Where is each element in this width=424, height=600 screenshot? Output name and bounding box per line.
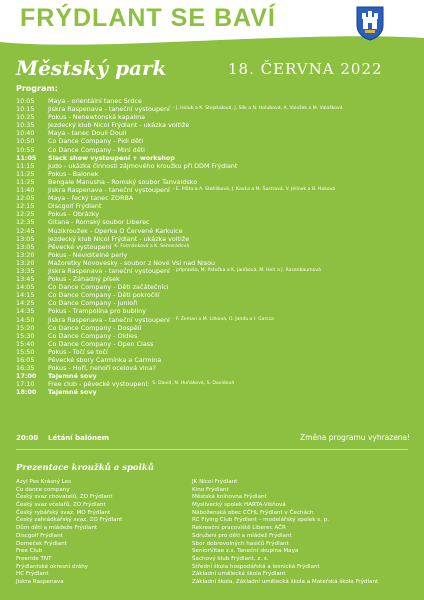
program-row	[16, 243, 416, 251]
organization-item: Co dance company	[16, 486, 70, 493]
program-time: 10:35	[16, 121, 35, 130]
program-time: 11:25	[16, 177, 35, 186]
organization-item: Šachový klub Frýdlant, z. s.	[192, 555, 269, 562]
program-time: 16:35	[16, 364, 35, 373]
program-event: Pokus - Točí se točí	[48, 347, 108, 356]
divider	[16, 449, 408, 450]
program-time: 12:35	[16, 218, 35, 227]
program-event: Co Dance Company - Mini děti	[48, 145, 145, 154]
program-row	[16, 332, 416, 340]
program-time: 14:05	[16, 283, 35, 292]
program-event: Gitana - Romský soubor Liberec	[48, 218, 150, 227]
program-event: Pokus - Nenewtonská kapalina	[48, 113, 146, 122]
program-event: Bengale Manusha - Romský soubor Tanvaldsko	[48, 177, 198, 186]
organization-item: Základní škola, Základní umělecká škola a Mateřská škola Frýdlant	[192, 578, 379, 585]
program-event: Slack show vystoupení + workshop	[48, 153, 175, 162]
program-row	[16, 137, 416, 145]
program-row	[16, 154, 416, 162]
event-date: 18. ČERVNA 2022	[228, 60, 383, 78]
program-time: 11:05	[16, 153, 37, 162]
program-time: 15:20	[16, 323, 35, 332]
program-row	[16, 259, 416, 267]
program-time: 12:25	[16, 210, 35, 219]
program-time: 13:05	[16, 242, 35, 251]
program-row	[16, 251, 416, 259]
program-row	[16, 388, 416, 396]
program-event: Maya - tanec Douli Douli	[48, 129, 127, 138]
organization-item: Domeček Frýdlant	[16, 540, 67, 547]
program-time: 13:20	[16, 258, 35, 267]
program-detail: - přípravka, M. Patočka a K. Janíková, M. Holr a J. Rosenbaumová	[172, 267, 321, 273]
program-row	[16, 186, 416, 194]
organization-item: Sbor dobrovolných hasičů Frýdlant	[192, 540, 289, 547]
program-detail: K. Formánková a K. Semerádová	[114, 243, 190, 249]
program-detail: - J. Holub a K. Stejskalová, J. Slik a N. Holubová, A. Valošek a M. Valošková	[172, 106, 343, 112]
program-detail: S. David, N. Huňáková, S. Davidová	[152, 381, 235, 387]
program-row	[16, 380, 416, 388]
program-row	[16, 129, 416, 137]
organization-item: Kino Frýdlant	[192, 486, 229, 493]
final-event	[16, 434, 109, 442]
organization-item: Jiskra Raspenava	[16, 578, 64, 585]
organization-item: Frýdlantské okresní dráhy	[16, 563, 89, 570]
program-row	[16, 210, 416, 218]
program-row	[16, 146, 416, 154]
program-event: Pokus - Trampolína pro bubliny	[48, 307, 147, 316]
program-event: Co Dance Company - Junioři	[48, 299, 138, 308]
program-row	[16, 372, 416, 380]
program-row	[16, 227, 416, 235]
program-time: 14:25	[16, 299, 35, 308]
program-row	[16, 356, 416, 364]
program-event: Co Dance Company - Děti začátečníci	[48, 283, 169, 292]
program-time: 12:05	[16, 194, 35, 203]
program-row	[16, 275, 416, 283]
program-row	[16, 267, 416, 275]
program-event: Pokus - Obrázky	[48, 210, 100, 219]
organization-item: Azyl Pes Krásný Les	[16, 479, 72, 485]
organization-item: HC Frýdlant	[16, 571, 49, 578]
organization-item: Český svaz chovatelů, ZO Frýdlant	[16, 494, 113, 501]
program-event: Co Dance Company - Pidi děti	[48, 137, 144, 146]
program-event: Co Dance Company - Oldies	[48, 331, 138, 340]
town-crest-icon	[355, 5, 385, 41]
organization-item: Náboženská obec CČHL Frýdlant v Čechách	[192, 509, 314, 516]
program-event: Jiskra Raspenava - taneční vystoupení	[48, 266, 170, 275]
program-event: Judo - ukázka činnosti zájmového kroužku při DDM Frýdlant	[48, 161, 238, 170]
program-time: 12:45	[16, 226, 35, 235]
program-list	[16, 97, 416, 396]
program-event: Jiskra Raspenava - taneční vystoupení	[48, 105, 170, 114]
organization-item: Rekreační pracoviště Liberec AČR	[192, 525, 286, 532]
program-event: Co Dance Company - Open Class	[48, 339, 154, 348]
program-time: 15:50	[16, 347, 35, 356]
program-event: Pokus - Záhadný písek	[48, 275, 120, 284]
organization-item: Český svaz včelařů, ZO Frýdlant	[16, 502, 106, 509]
program-row	[16, 178, 416, 186]
program-event: Co Dance Company - Děti pokročilí	[48, 291, 160, 300]
program-row	[16, 218, 416, 226]
program-row	[16, 113, 416, 121]
program-time: 18:00	[16, 388, 37, 397]
presentation-list-left	[16, 479, 122, 587]
program-row	[16, 283, 416, 291]
program-event: Free club - pěvecké vystoupení:	[48, 380, 150, 389]
program-event: Tajemné sovy	[48, 388, 97, 397]
program-time: 10:50	[16, 137, 35, 146]
program-heading: Program:	[16, 84, 58, 93]
program-event: Co Dance Company - Dospělí	[48, 323, 142, 332]
program-event: Pokus - Neviditelné perly	[48, 250, 128, 259]
program-event: Jiskra Raspenava - taneční vystoupení	[48, 186, 170, 195]
final-event-time: 20:00	[16, 434, 39, 442]
program-time: 15:30	[16, 331, 35, 340]
program-time: 11:25	[16, 169, 35, 178]
program-row	[16, 316, 416, 324]
program-row	[16, 105, 416, 113]
organization-item: Střední škola hospodářská a lesnická Frýdlant	[192, 563, 320, 570]
program-time: 10:55	[16, 145, 35, 154]
program-row	[16, 364, 416, 372]
organization-item: Discgolf Frýdlant	[16, 532, 63, 539]
organization-item: Městská knihovna Frýdlant	[192, 494, 267, 501]
program-row	[16, 97, 416, 105]
program-detail: - E. Plůta a A. Stehlíková, J. Kavka a M. Šustrová, V. Jelínek a B. Hoková	[172, 187, 336, 193]
program-note: Změna programu vyhrazena!	[300, 433, 411, 442]
organization-item: Základní umělecká škola Frýdlant	[192, 571, 286, 578]
program-event: Maya - řecký tanec ZORBA	[48, 194, 134, 203]
program-time: 14:35	[16, 307, 35, 316]
program-row	[16, 299, 416, 307]
organization-item: SeniorVitae z.s. Taneční skupina Maya	[192, 548, 299, 555]
organization-item: Free Club	[16, 548, 43, 555]
program-detail: - F. Zeman a M. Litková, O. Janda a I. Garcza	[172, 316, 275, 322]
program-time: 10:05	[16, 97, 35, 105]
program-event: Pokus - Balonek	[48, 169, 99, 178]
program-time: 13:20	[16, 250, 35, 259]
program-time: 11:15	[16, 161, 35, 170]
organization-item: Dům dětí a mládeže Frýdlant	[16, 525, 98, 532]
organization-item: JK Nicol Frýdlant	[192, 479, 238, 485]
program-row	[16, 235, 416, 243]
program-time: 10:40	[16, 129, 35, 138]
presentation-title: Prezentace kroužků a spolků	[16, 463, 154, 473]
organization-item: Český rybářský svaz, MO Frýdlant	[16, 509, 111, 516]
presentation-list-right	[192, 479, 378, 587]
program-time: 10:15	[16, 105, 35, 114]
program-row	[16, 162, 416, 170]
organization-item: Freeride TNT	[16, 555, 52, 562]
organization-item: RC Flying Club Frýdlant – modelářský spolek s. p.	[192, 517, 330, 524]
program-event: Muzikroužek - Operka O Červené Karkulce	[48, 226, 183, 235]
program-time: 14:50	[16, 315, 35, 324]
program-row	[16, 348, 416, 356]
program-time: 10:25	[16, 113, 35, 122]
program-event: Pokus - Hoří, nehoří ocelová vlna?	[48, 364, 157, 373]
program-row	[16, 340, 416, 348]
program-row	[16, 121, 416, 129]
program-time: 17:00	[16, 372, 37, 381]
program-row	[16, 202, 416, 210]
program-time: 12:15	[16, 202, 35, 211]
organization-item: Myslivecký spolek HARTA-Višňová	[192, 502, 286, 509]
program-event: Pěvecké vystoupení	[48, 242, 112, 251]
program-row	[16, 291, 416, 299]
program-row	[16, 194, 416, 202]
program-time: 11:40	[16, 186, 35, 195]
program-time: 13:05	[16, 234, 35, 243]
program-time: 14:15	[16, 291, 35, 300]
program-time: 16:05	[16, 356, 35, 364]
program-row	[16, 324, 416, 332]
venue-title: Městský park	[16, 56, 167, 80]
final-event-title: Létání balónem	[48, 434, 110, 442]
program-time: 13:45	[16, 275, 35, 284]
page-title: FRÝDLANT SE BAVÍ	[20, 4, 276, 32]
program-time: 15:40	[16, 339, 35, 348]
program-row	[16, 307, 416, 315]
program-event: Discgolf Frýdlant	[48, 202, 102, 211]
program-time: 17:10	[16, 380, 35, 389]
program-event: Jezdecký klub Nicol Frýdlant - ukázka voltiže	[48, 121, 190, 130]
program-event: Maya - orientální tanec Srdce	[48, 97, 142, 105]
program-event: Tajemné sovy	[48, 372, 97, 381]
program-event: Jezdecký klub Nicol Frýdlant - ukázka voltiže	[48, 234, 190, 243]
program-row	[16, 170, 416, 178]
organization-item: Český zahrádkářský svaz, ZO Frýdlant	[16, 517, 123, 524]
program-event: Pěvecké sbory Carmínka a Carmina	[48, 356, 162, 364]
program-event: Mažoretky Novovesky - soubor z Nové Vsi nad Nisou	[48, 258, 216, 267]
organization-item: Sdružení pro děti a mládež Frýdlant	[192, 532, 292, 539]
program-event: Jiskra Raspenava - taneční vystoupení	[48, 315, 170, 324]
program-time: 13:35	[16, 266, 35, 275]
